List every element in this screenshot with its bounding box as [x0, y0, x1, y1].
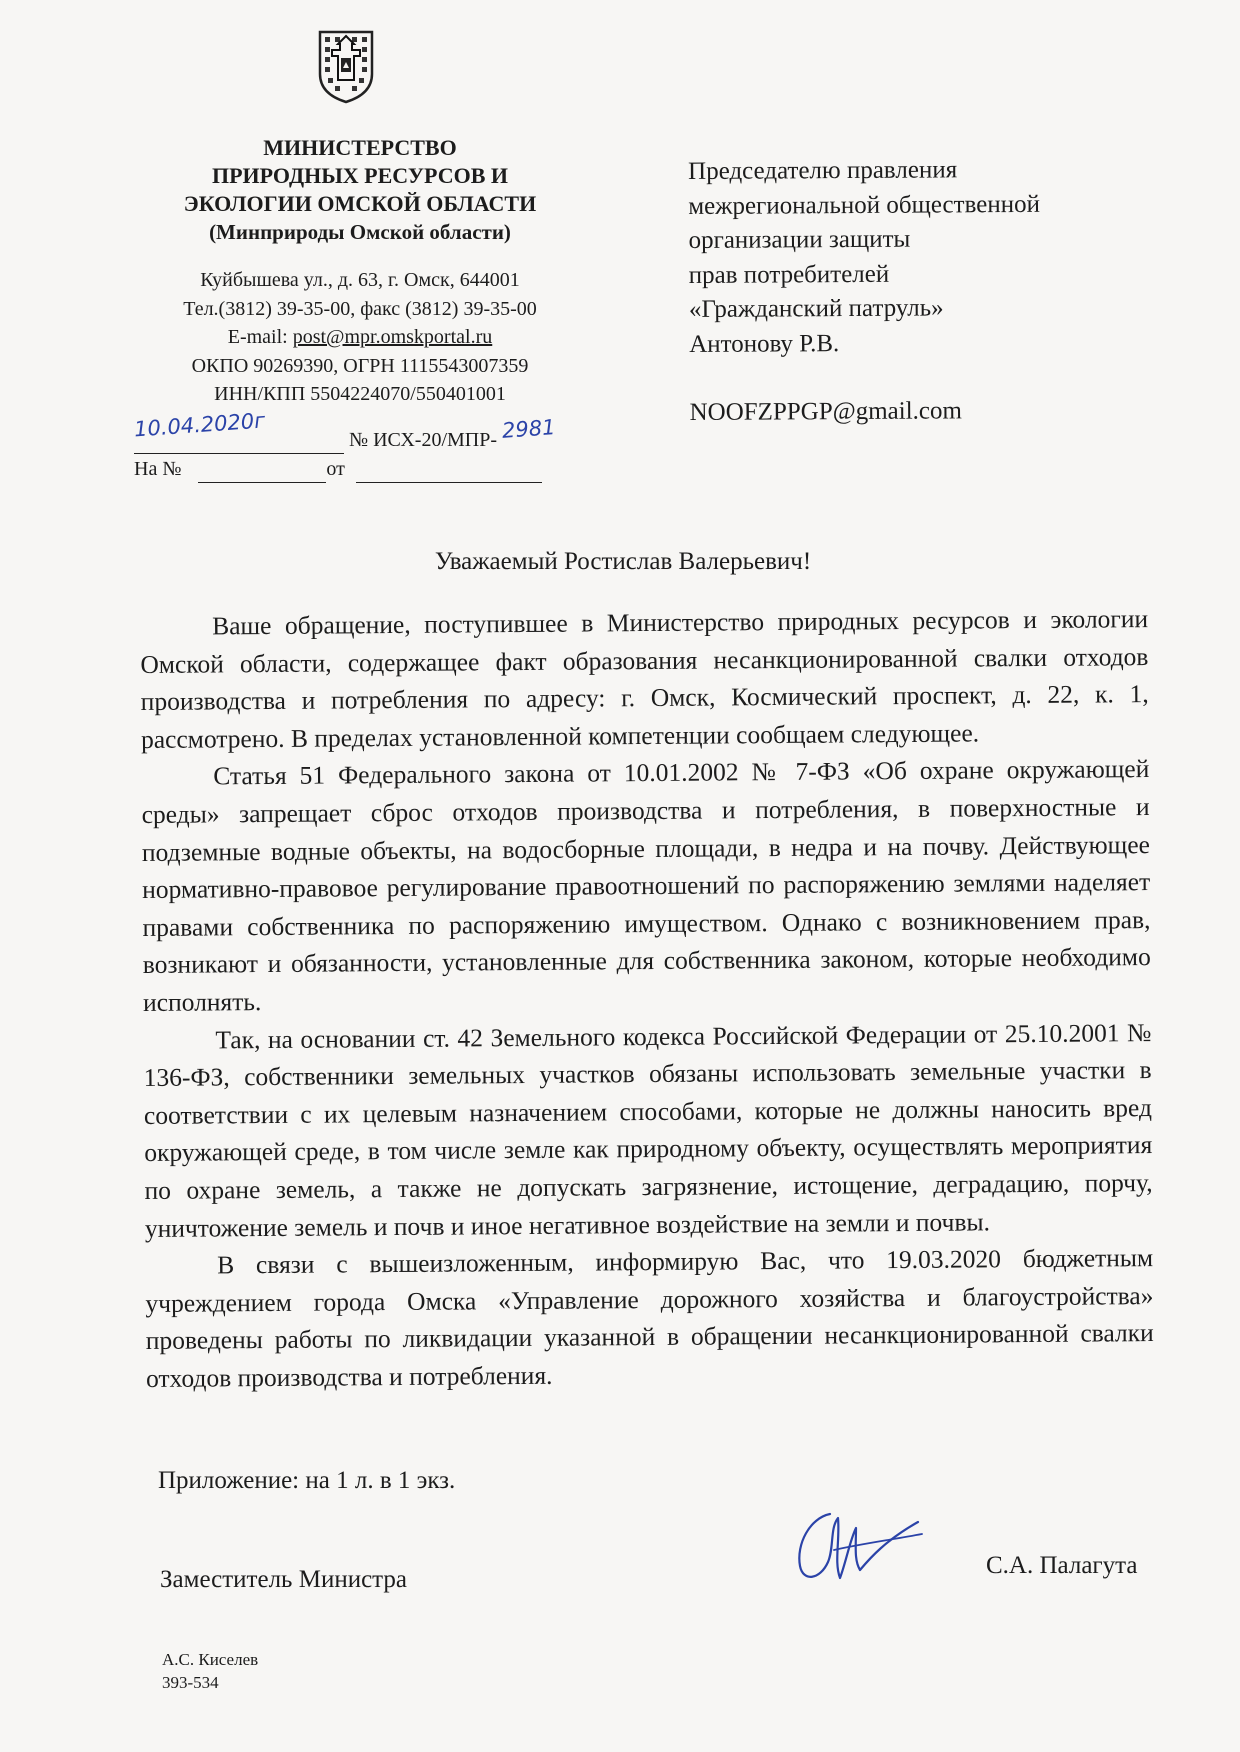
recipient-name: Антонову Р.В. — [689, 329, 840, 358]
recipient-line-3: организации защиты — [688, 225, 911, 254]
sender-inn-kpp: ИНН/КПП 5504224070/550401001 — [214, 383, 506, 405]
sender-org-name-line-1: МИНИСТЕРСТВО — [263, 135, 457, 160]
reply-date-field — [356, 460, 542, 483]
sender-email-row — [140, 323, 580, 352]
outgoing-registration — [133, 408, 594, 485]
letter-body — [140, 600, 1154, 1397]
outgoing-date-field — [133, 408, 344, 454]
omsk-coat-of-arms-icon — [316, 28, 376, 104]
outgoing-number-handwritten: 2981 — [501, 415, 557, 443]
recipient-line-4: прав потребителей — [688, 260, 890, 289]
outgoing-number-label: № ИСХ-20/МПР- — [349, 429, 498, 451]
recipient-email: NOOFZPPGP@gmail.com — [689, 397, 963, 426]
handwritten-signature-icon — [790, 1500, 930, 1590]
recipient-block — [688, 152, 1150, 430]
recipient-line-1: Председателю правления — [688, 156, 958, 185]
attachment-note: Приложение: на 1 л. в 1 экз. — [158, 1467, 456, 1494]
outgoing-number-row — [133, 408, 594, 455]
executor-phone: 393-534 — [162, 1673, 219, 1692]
sender-org-name-line-3: ЭКОЛОГИИ ОМСКОЙ ОБЛАСТИ — [183, 191, 537, 216]
sender-contacts — [140, 266, 580, 409]
signer-name: С.А. Палагута — [986, 1552, 1138, 1579]
sender-block — [140, 134, 580, 409]
sender-email-label: E-mail: — [227, 326, 293, 348]
reply-number-label: На № — [134, 458, 182, 480]
recipient-line-5: «Гражданский патруль» — [688, 294, 944, 323]
reply-from-label: от — [326, 458, 345, 480]
body-paragraph-2: Статья 51 Федерального закона от 10.01.2002 № 7-ФЗ «Об охране окружающей среды» запрещает сброс отходов производства и потребления, в поверхностные и подземные водные объекты, на водосборные площади, в недра и на почву. Действующее нормативно-правовое регулирование правоотношений по распоряжению землями наделяет правами собственника по распоряжению имуществом. Однако с возникновением прав, возникают и обязанности, установленные для собственника законом, которые необходимо исполнять. — [141, 754, 1151, 1017]
sender-okpo-ogrn: ОКПО 90269390, ОГРН 1115543007359 — [191, 354, 529, 377]
body-paragraph-3: Так, на основании ст. 42 Земельного кодекса Российской Федерации от 25.10.2001 № 136-ФЗ, собственники земельных участков обязаны использовать земельные участки в соответствии с их целевым назначением способами, которые не должны наносить вред окружающей среде, в том числе земле как природному объекту, осуществлять мероприятия по охране земель, а также не допускать загрязнение, истощение, деградацию, порчу, уничтожение земель и почв и иное негативное воздействие на земли и почвы. — [143, 1017, 1153, 1243]
recipient-line-2: межрегиональной общественной — [688, 190, 1040, 220]
outgoing-date-handwritten: 10.04.2020г — [133, 408, 266, 442]
sender-phone: Тел.(3812) 39-35-00, факс (3812) 39-35-00 — [183, 297, 537, 320]
reply-number-field — [198, 460, 326, 483]
reply-to-row — [134, 455, 594, 485]
body-paragraph-1: Ваше обращение, поступившее в Министерство природных ресурсов и экологии Омской области, содержащее факт образования несанкционированной свалки отходов производства и потребления по адресу: г. Омск, Космический проспект, д. 22, к. 1, рассмотрено. В пределах установленной компетенции сообщаем следующее. — [140, 604, 1149, 754]
body-paragraph-4: В связи с вышеизложенным, информирую Вас, что 19.03.2020 бюджетным учреждением города Омска «Управление дорожного хозяйства и благоустройства» проведены работы по ликвидации указанной в обращении несанкционированной свалки отходов производства и потребления. — [145, 1243, 1154, 1393]
executor-block — [162, 1648, 258, 1694]
executor-name: А.С. Киселев — [162, 1650, 259, 1669]
greeting: Уважаемый Ростислав Валерьевич! — [434, 548, 812, 575]
sender-org-name-line-2: ПРИРОДНЫХ РЕСУРСОВ И — [211, 163, 509, 188]
sender-org-short-name: (Минприроды Омской области) — [209, 220, 511, 244]
signer-title: Заместитель Министра — [160, 1566, 407, 1593]
sender-email-link[interactable]: post@mpr.omskportal.ru — [292, 326, 493, 348]
sender-address: Куйбышева ул., д. 63, г. Омск, 644001 — [200, 269, 520, 291]
